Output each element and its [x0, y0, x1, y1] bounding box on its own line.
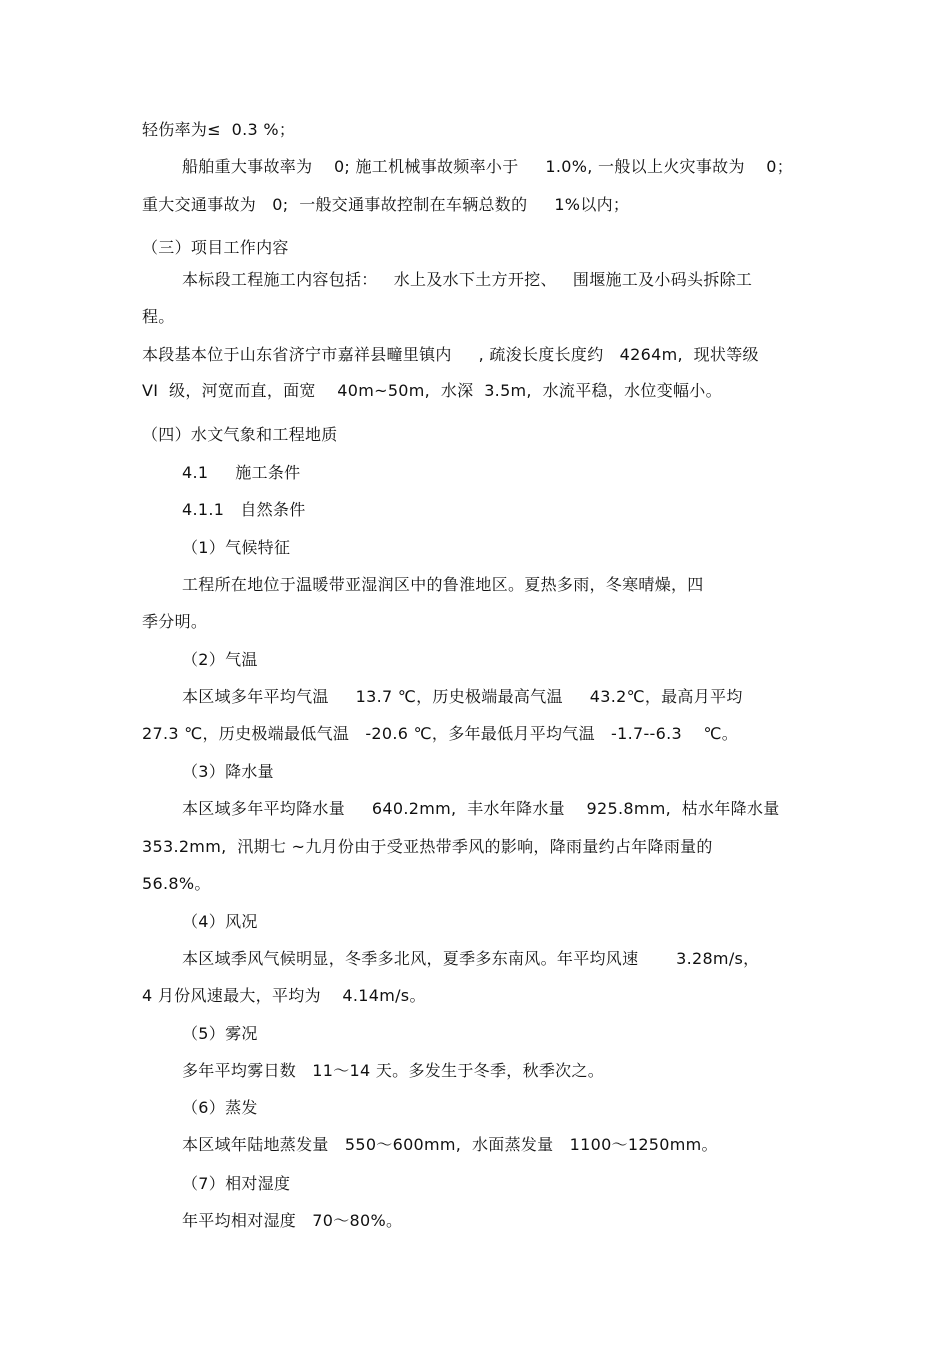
item-heading-5: （5）雾况 — [182, 1024, 258, 1043]
text-line-19: 本区域多年平均降水量 640.2mm, 丰水年降水量 925.8mm, 枯水年降水量 — [182, 799, 780, 818]
text-line-16: 本区域多年平均气温 13.7 ℃，历史极端最高气温 43.2℃，最高月平均 — [182, 687, 743, 706]
subsection-heading-4-1-1: 4.1.1 自然条件 — [182, 500, 306, 519]
text-line-17: 27.3 ℃，历史极端最低气温 -20.6 ℃，多年最低月平均气温 -1.7--6.3 ℃。 — [142, 724, 739, 743]
section-heading-3: （三）项目工作内容 — [142, 238, 289, 257]
item-heading-3: （3）降水量 — [182, 762, 274, 781]
text-line-7: 本段基本位于山东省济宁市嘉祥县疃里镇内 , 疏浚长度长度约 4264m, 现状等级 — [142, 345, 759, 364]
text-line-28: 本区域年陆地蒸发量 550～600mm, 水面蒸发量 1100～1250mm。 — [182, 1135, 718, 1154]
text-line-3: 重大交通事故为 0; 一般交通事故控制在车辆总数的 1%以内； — [142, 195, 630, 214]
item-heading-7: （7）相对湿度 — [182, 1174, 291, 1193]
item-heading-2: （2）气温 — [182, 650, 258, 669]
text-line-2: 船舶重大事故率为 0; 施工机械事故频率小于 1.0%, 一般以上火灾事故为 0； — [182, 157, 794, 176]
text-line-24: 4 月份风速最大，平均为 4.14m/s。 — [142, 986, 426, 1005]
text-line-21: 56.8%。 — [142, 874, 211, 893]
text-line-14: 季分明。 — [142, 612, 208, 631]
subsection-heading-4-1: 4.1 施工条件 — [182, 463, 301, 482]
item-heading-4: （4）风况 — [182, 912, 258, 931]
section-heading-4: （四）水文气象和工程地质 — [142, 425, 338, 444]
text-line-13: 工程所在地位于温暖带亚湿润区中的鲁淮地区。夏热多雨，冬寒晴燥，四 — [182, 575, 704, 594]
text-line-8: VI 级，河宽而直，面宽 40m~50m, 水深 3.5m, 水流平稳，水位变幅小。 — [142, 381, 722, 400]
text-line-30: 年平均相对湿度 70～80%。 — [182, 1211, 403, 1230]
text-line-26: 多年平均雾日数 11～14 天。多发生于冬季，秋季次之。 — [182, 1061, 605, 1080]
text-line-23: 本区域季风气候明显，冬季多北风，夏季多东南风。年平均风速 3.28m/s， — [182, 949, 760, 968]
item-heading-1: （1）气候特征 — [182, 538, 291, 557]
text-line-5: 本标段工程施工内容包括： 水上及水下土方开挖、 围堰施工及小码头拆除工 — [182, 270, 753, 289]
text-line-20: 353.2mm, 汛期七 ~九月份由于受亚热带季风的影响，降雨量约占年降雨量的 — [142, 837, 713, 856]
item-heading-6: （6）蒸发 — [182, 1098, 258, 1117]
text-line-6: 程。 — [142, 307, 175, 326]
text-line-1: 轻伤率为≤ 0.3 %； — [142, 120, 296, 139]
